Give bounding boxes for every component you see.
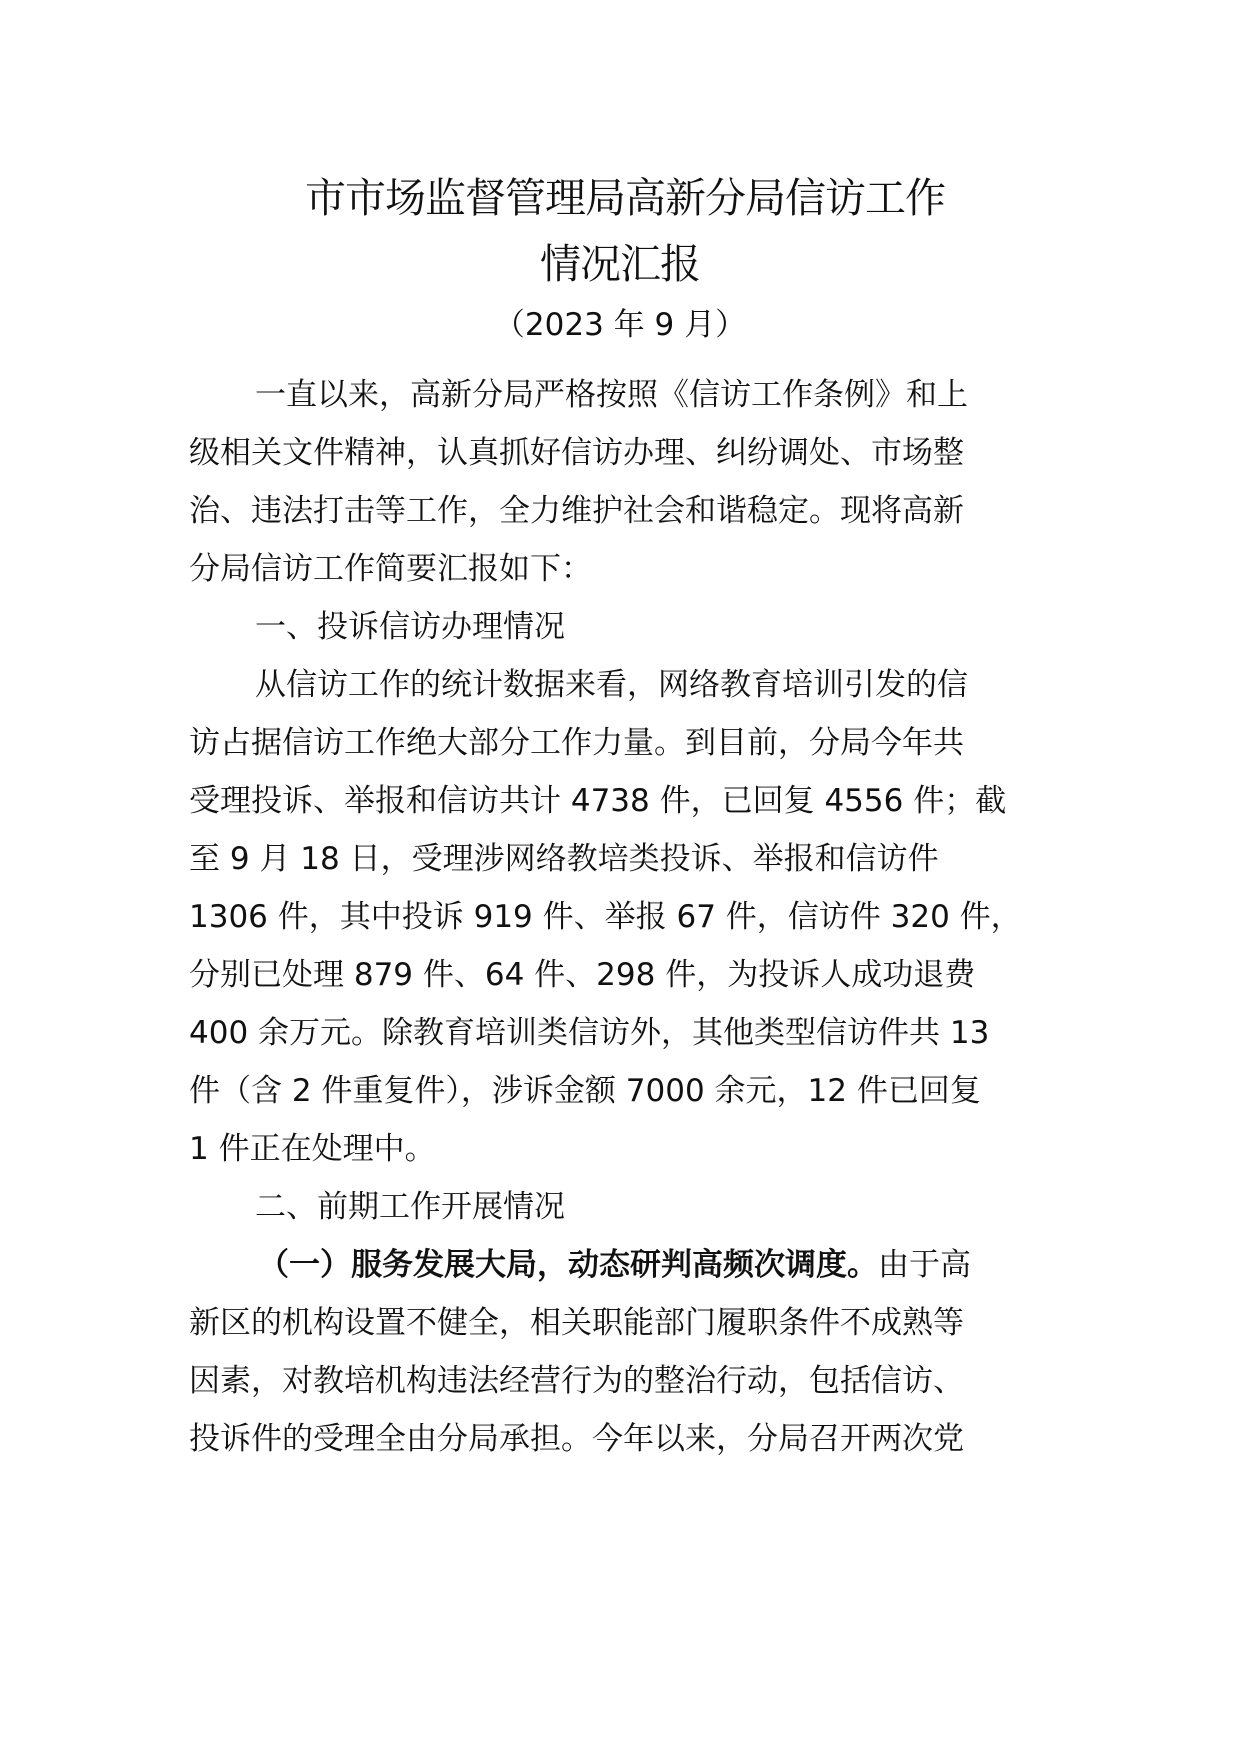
section-1-line-6: 分别已处理 879 件、64 件、298 件，为投诉人成功退费 <box>189 957 976 993</box>
section-1-line-5: 1306 件，其中投诉 919 件、举报 67 件，信访件 320 件， <box>189 899 1022 935</box>
section-1-line-9: 1 件正在处理中。 <box>189 1131 436 1167</box>
intro-line-2: 级相关文件精神，认真抓好信访办理、纠纷调处、市场整 <box>189 435 964 471</box>
section-1-line-1: 从信访工作的统计数据来看，网络教育培训引发的信 <box>255 667 968 703</box>
subsection-1-line-2: 新区的机构设置不健全，相关职能部门履职条件不成熟等 <box>189 1305 964 1341</box>
section-1-line-4: 至 9 月 18 日，受理涉网络教培类投诉、举报和信访件 <box>189 841 939 877</box>
section-1-line-7: 400 余万元。除教育培训类信访外，其他类型信访件共 13 <box>189 1015 990 1051</box>
document-title-line-1: 市市场监督管理局高新分局信访工作 <box>305 174 945 222</box>
document-title-line-2: 情况汇报 <box>540 240 700 288</box>
subsection-1-heading: （一）服务发展大局，动态研判高频次调度。 <box>258 1247 878 1283</box>
intro-line-3: 治、违法打击等工作，全力维护社会和谐稳定。现将高新 <box>189 493 964 529</box>
section-1-heading: 一、投诉信访办理情况 <box>255 609 565 645</box>
subsection-1-first-line <box>258 1240 971 1290</box>
section-1-line-2: 访占据信访工作绝大部分工作力量。到目前，分局今年共 <box>189 725 964 761</box>
section-1-line-8: 件（含 2 件重复件），涉诉金额 7000 余元，12 件已回复 <box>189 1073 981 1109</box>
intro-line-4: 分局信访工作简要汇报如下： <box>189 551 592 587</box>
subsection-1-line-3: 因素，对教培机构违法经营行为的整治行动，包括信访、 <box>189 1363 964 1399</box>
subsection-1-line-4: 投诉件的受理全由分局承担。今年以来，分局召开两次党 <box>189 1421 964 1457</box>
section-2-heading: 二、前期工作开展情况 <box>255 1189 565 1225</box>
intro-line-1: 一直以来，高新分局严格按照《信访工作条例》和上 <box>255 377 968 413</box>
section-1-line-3: 受理投诉、举报和信访共计 4738 件，已回复 4556 件；截 <box>189 783 1007 819</box>
subsection-1-line-1: 由于高 <box>878 1247 971 1283</box>
document-date: （2023 年 9 月） <box>493 307 747 343</box>
